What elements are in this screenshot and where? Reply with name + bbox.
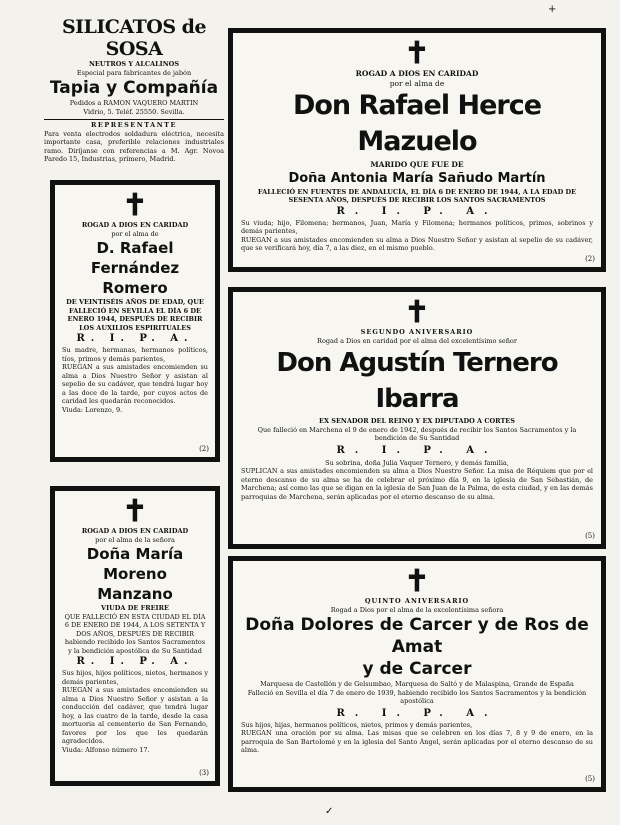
carcer-titles: Marquesa de Castellón y de Gelsumbao, Marquesa de Saltó y de Malaspina, Grande de España	[260, 680, 574, 688]
ad-sub2: Especial para fabricantes de jabón	[76, 68, 192, 77]
fernandez-soul: por el alma de	[111, 229, 159, 238]
moreno-name1: Doña María Moreno	[86, 545, 184, 583]
silicatos-ad	[44, 16, 224, 164]
ad-orders: Pedidos a RAMON VAQUERO MARTIN	[69, 99, 199, 107]
carcer-request: RUEGAN una oración por su alma. Las misas que se celebren en los días 7, 8 y 9 de enero, en la parroquia de San Bartolomé y en la iglesia del Santo Ángel, serán aplicadas por el eterno descanso de su alma.	[241, 729, 593, 754]
cross-icon: ✝	[122, 494, 148, 529]
herce-name: Don Rafael Herce Mazuelo	[292, 90, 542, 157]
moreno-request: RUEGAN a sus amistades encomienden su alma a Dios Nuestro Señor y asistan a la conducción del cadáver, que tendrá lugar hoy, a las cuatro de la tarde, desde la casa mortuoria al cementerio de San Fernando, favores por los que les quedarán agradecidos.	[62, 686, 208, 745]
carcer-num: (5)	[585, 775, 595, 783]
moreno-soul: por el alma de la señora	[95, 535, 175, 544]
ad-title: SILICATOS de SOSA	[61, 16, 207, 60]
herce-pray: ROGAD A DIOS EN CARIDAD	[355, 69, 479, 78]
ad-company: Tapia y Compañía	[49, 78, 219, 98]
carcer-ripa: R. I. P. A.	[336, 707, 498, 719]
ad-rep-text: Para venta electrodos soldadura eléctrica, necesita importante casa, preferible relaciones industriales ramo. Diríjanse con referencias a M. Agr. Novoa Paredo 15, Industrias, primero, Madrid.	[44, 129, 224, 163]
ternero-anniv: SEGUNDO ANIVERSARIO	[360, 328, 474, 336]
page-mark-top: +	[548, 4, 557, 15]
ternero-ripa: R. I. P. A.	[336, 444, 498, 456]
carcer-name2: y de Carcer	[362, 659, 472, 679]
moreno-address: Viuda: Alfonso número 17.	[62, 745, 150, 754]
ternero-pray: Rogad a Dios en caridad por el alma del excelentísimo señor	[317, 336, 517, 345]
ad-address: Vidrio, 5. Teléf. 25550. Sevilla.	[83, 107, 185, 116]
fernandez-address: Viuda: Lorenzo, 9.	[62, 405, 123, 414]
moreno-family: Sus hijos, hijos políticos, nietos, hermanos y demás parientes,	[62, 669, 208, 686]
ad-rep-title: REPRESENTANTE	[91, 121, 177, 129]
carcer-family: Sus hijos, hijas, hermanos políticos, nietos, primos y demás parientes,	[241, 720, 473, 729]
moreno-pray: ROGAD A DIOS EN CARIDAD	[81, 527, 189, 535]
moreno-name2: Manzano	[97, 585, 173, 603]
herce-wife: Doña Antonia María Sañudo Martín	[288, 170, 546, 186]
obituary-ternero	[228, 287, 606, 549]
ad-sub1: NEUTROS Y ALCALINOS	[88, 60, 180, 68]
fernandez-name2: Romero	[102, 279, 168, 297]
obituary-moreno	[50, 486, 220, 786]
cross-icon: ✝	[404, 295, 430, 330]
obituary-fernandez	[50, 180, 220, 462]
fernandez-ripa: R. I. P. A.	[76, 333, 194, 344]
herce-request: RUEGAN a sus amistades encomienden su alma a Dios Nuestro Señor y asistan al sepelio de su cadáver, que se verificará hoy, día 7, a las diez, en el mismo pueblo.	[241, 235, 593, 252]
moreno-sacr: habiendo recibido los Santos Sacramentos y la bendición apostólica de Su Santidad	[64, 638, 206, 655]
cross-icon: ✝	[404, 36, 430, 71]
ternero-title: EX SENADOR DEL REINO Y EX DIPUTADO A CORTES	[319, 417, 515, 425]
fernandez-family: Su madre, hermanas, hermanos políticos, tíos, primos y demás parientes,	[62, 346, 208, 363]
fernandez-name1: D. Rafael Fernández	[90, 239, 180, 277]
ternero-num: (5)	[585, 532, 595, 540]
ternero-name: Don Agustín Ternero Ibarra	[276, 348, 558, 414]
fernandez-pray: ROGAD A DIOS EN CARIDAD	[81, 221, 189, 229]
herce-num: (2)	[585, 255, 595, 263]
moreno-num: (3)	[199, 769, 209, 777]
page-mark-bottom: ✓	[325, 806, 334, 817]
herce-soul: por el alma de	[389, 78, 445, 88]
herce-died: FALLECIÓ EN FUENTES DE ANDALUCÍA, EL DÍA 6 DE ENERO DE 1944, A LA EDAD DE SESENTA AÑOS, DESPUÉS DE RECIBIR LOS SANTOS SACRAMENTOS	[257, 187, 577, 204]
ternero-family: Su sobrina, doña Julia Vaquer Ternero, y demás familia,	[325, 458, 509, 467]
moreno-ripa: R. I. P. A.	[76, 656, 194, 667]
herce-ripa: R. I. P. A.	[336, 205, 498, 217]
fernandez-request: RUEGAN a sus amistades encomienden su alma a Dios Nuestro Señor y asistan al sepelio de su cadáver, que tendrá lugar hoy a las doce de la tarde, por cuyos actos de caridad les quedarán reconocidos.	[62, 363, 208, 405]
fernandez-died: DE VEINTISÉIS AÑOS DE EDAD, QUE FALLECIÓ EN SEVILLA EL DÍA 6 DE ENERO 1944, DESPUÉS DE RECIBIR LOS AUXILIOS ESPIRITUALES	[66, 298, 204, 332]
carcer-died: Falleció en Sevilla el día 7 de enero de 1939, habiendo recibido los Santos Sacramentos y la bendición apostólica	[247, 688, 587, 705]
ternero-request: SUPLICAN a sus amistades encomienden su alma a Dios Nuestro Señor. La misa de Réquiem que por el eterno descanso de su alma se ha de celebrar el próximo día 9, en la iglesia de San Sebastián, de Marchena; así como las que se digan en la iglesia de San Juan de la Palma, de esta ciudad, y en las demás parroquias de Marchena, serán aplicadas por el eterno descanso de su alma.	[241, 467, 593, 501]
obituary-carcer	[228, 556, 606, 792]
herce-family: Su viuda; hijo, Filomena; hermanos, Juan, María y Filomena; hermanos políticos, primos, sobrinos y demás parientes,	[241, 218, 593, 235]
obituary-herce	[228, 28, 606, 272]
carcer-pray: Rogad a Dios por el alma de la excelentísima señora	[330, 605, 504, 614]
carcer-anniv: QUINTO ANIVERSARIO	[364, 597, 470, 605]
cross-icon: ✝	[122, 188, 148, 223]
ternero-died: Que falleció en Marchena el 9 de enero de 1942, después de recibir los Santos Sacramentos y la bendición de Su Santidad	[257, 425, 577, 442]
moreno-widow: VIUDA DE FREIRE	[101, 604, 169, 612]
carcer-name1: Doña Dolores de Carcer y de Ros de Amat	[245, 615, 589, 657]
herce-husband: MARIDO QUE FUE DE	[370, 160, 464, 169]
fernandez-num: (2)	[199, 445, 209, 453]
moreno-died: QUE FALLECIÓ EN ESTA CIUDAD EL DÍA 6 DE ENERO DE 1944, A LOS SETENTA Y DOS AÑOS, DESPUÉS DE RECIBIR	[64, 612, 206, 638]
cross-icon: ✝	[404, 564, 430, 599]
